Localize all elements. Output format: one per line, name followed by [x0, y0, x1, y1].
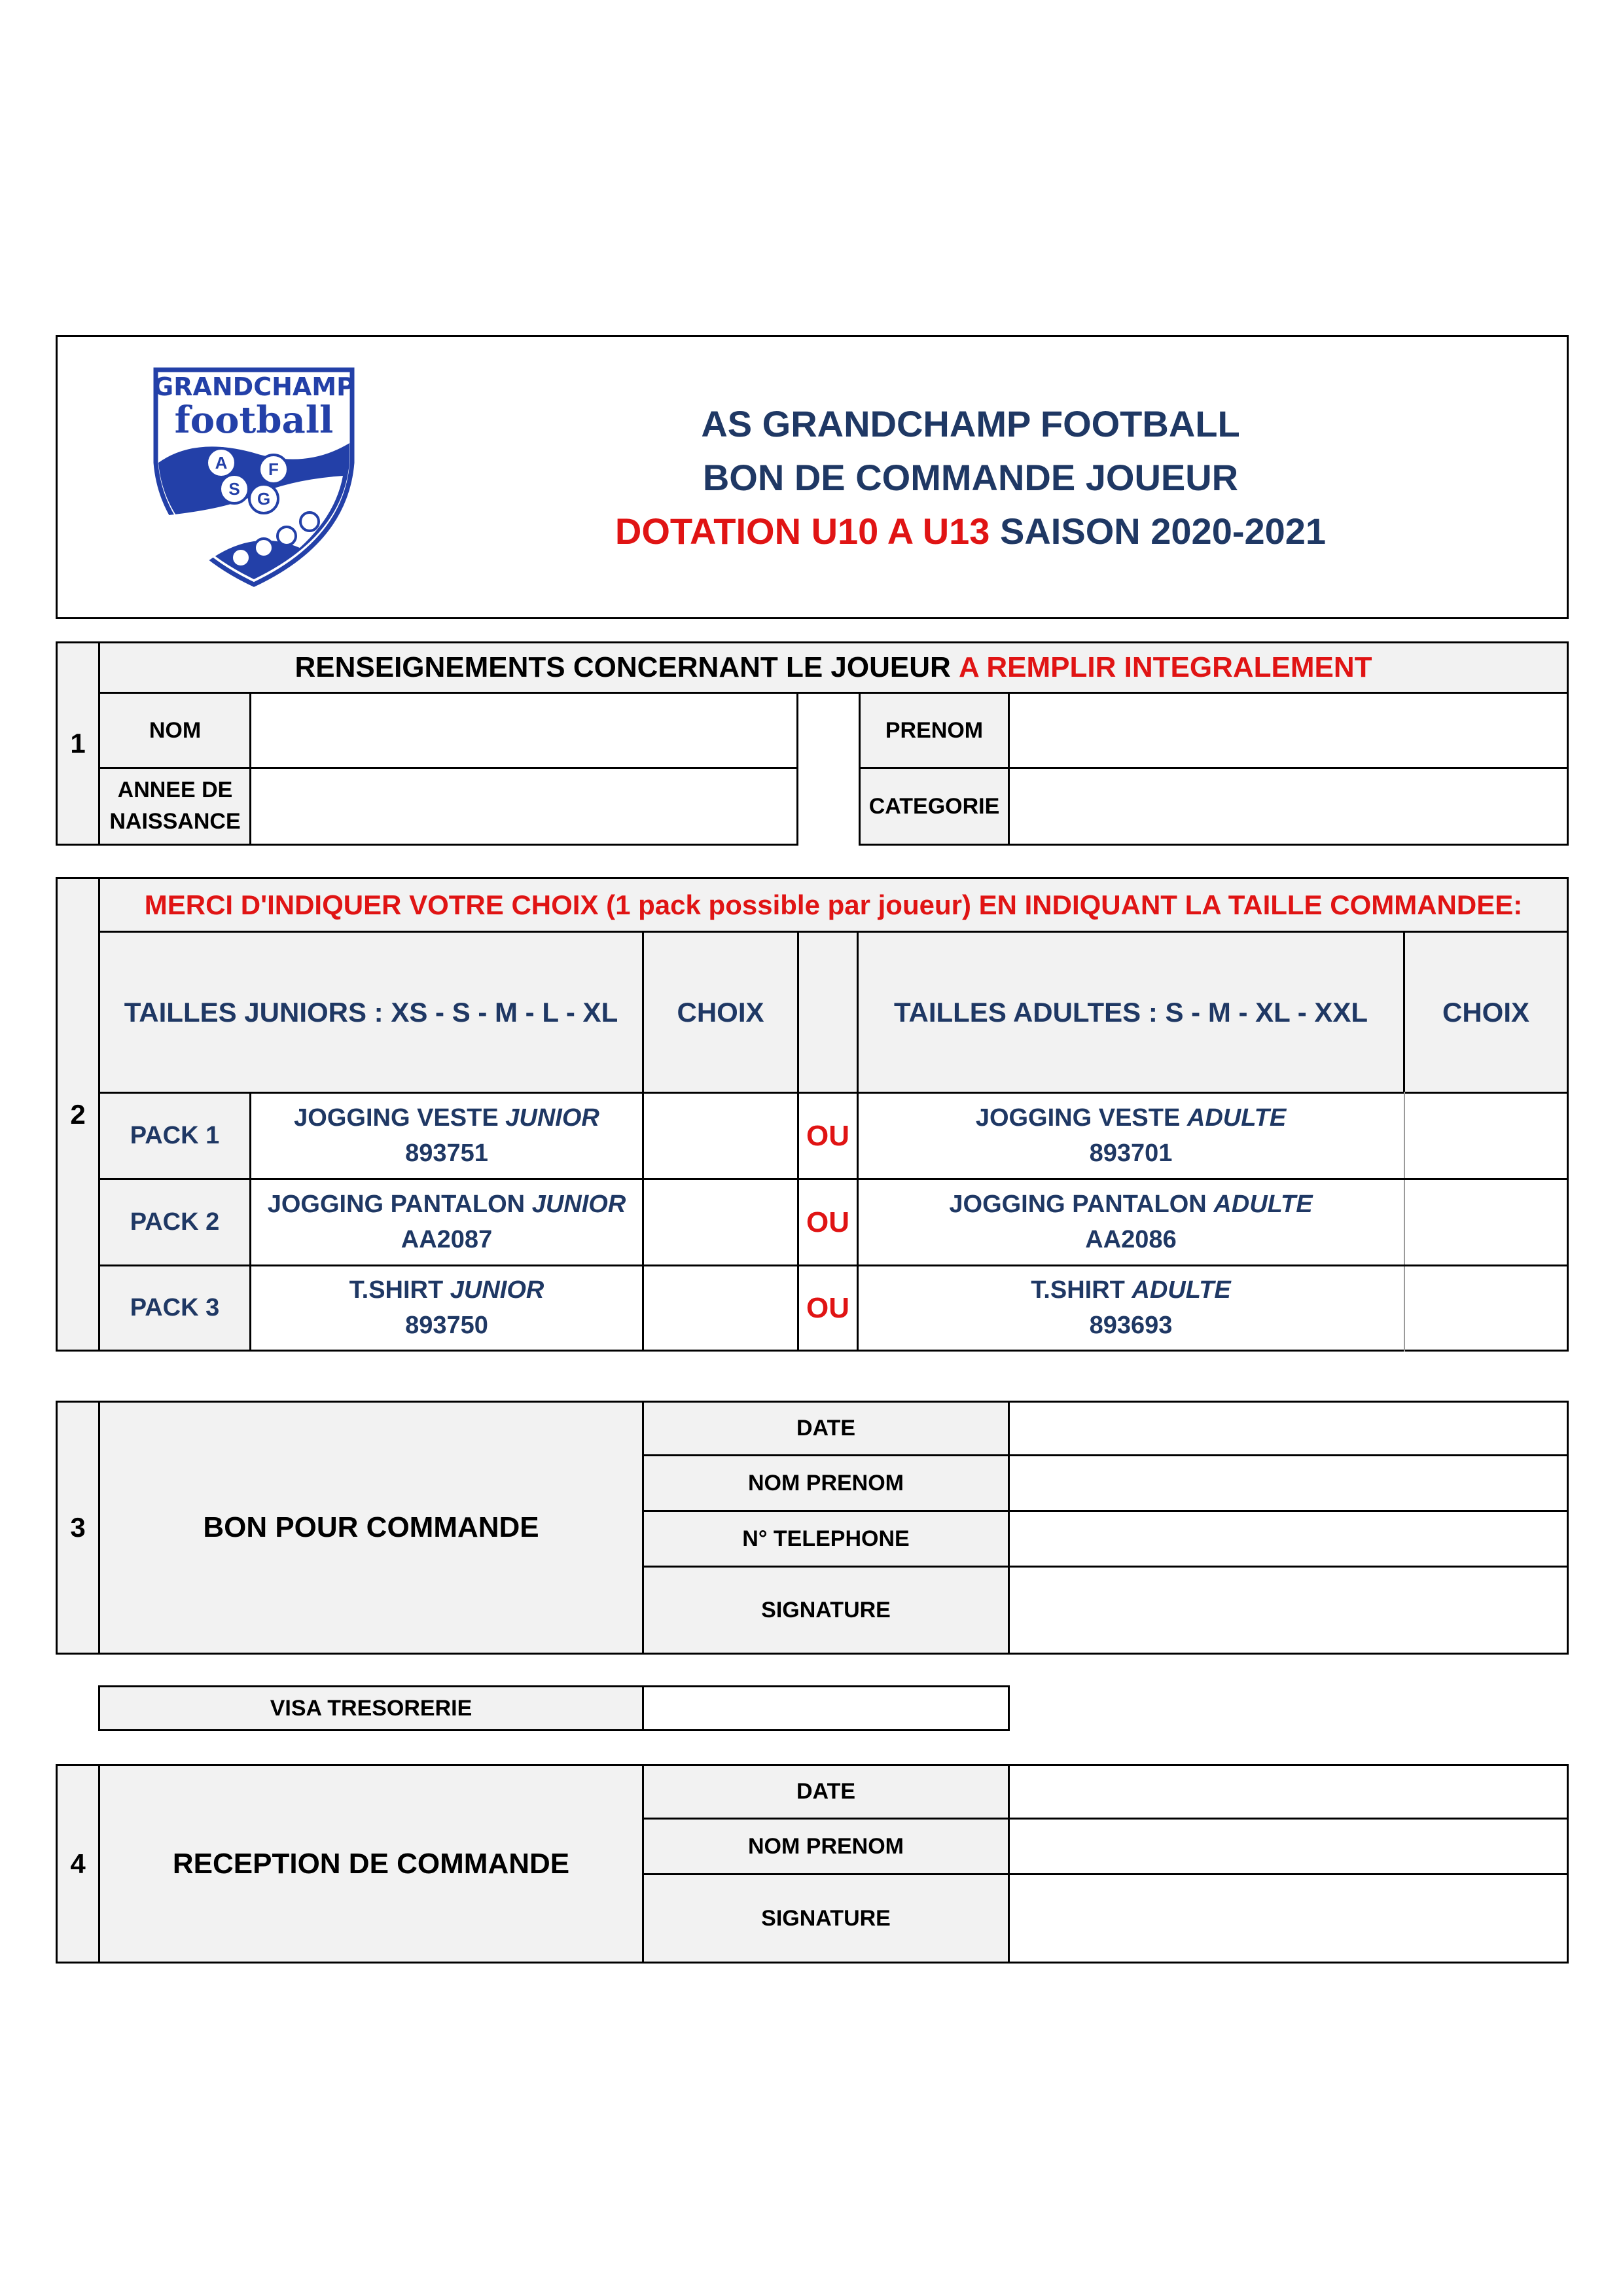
- ou-label: OU: [806, 1291, 849, 1324]
- choix-junior-field[interactable]: [644, 1094, 797, 1178]
- date-field[interactable]: [1010, 1766, 1567, 1818]
- item-name: JOGGING VESTE: [975, 1104, 1181, 1132]
- section-2-title: MERCI D'INDIQUER VOTRE CHOIX (1 pack possible par joueur) EN INDIQUANT LA TAILLE COMMANDEE:: [100, 879, 1567, 931]
- logo-letter: G: [257, 489, 271, 509]
- season-text: SAISON 2020-2021: [1000, 511, 1327, 552]
- form-title: BON DE COMMANDE JOUEUR: [702, 457, 1239, 498]
- section-2-box: [98, 877, 1569, 1352]
- prenom-label: PRENOM: [861, 694, 1008, 767]
- annee-label: [100, 769, 250, 844]
- telephone-field[interactable]: [1010, 1512, 1567, 1566]
- header-titles: [437, 397, 1504, 558]
- signature-field[interactable]: [1010, 1875, 1567, 1962]
- logo-text-mid: football: [174, 399, 334, 442]
- pack-adult-item: [859, 1094, 1403, 1178]
- choix-junior-field[interactable]: [644, 1266, 797, 1350]
- logo-letter: A: [215, 453, 228, 473]
- date-label: DATE: [644, 1403, 1008, 1454]
- pack-junior-item: [251, 1180, 642, 1265]
- item-ref: 893751: [405, 1139, 488, 1167]
- section-4-title: RECEPTION DE COMMANDE: [100, 1766, 642, 1962]
- title-red-text: A REMPLIR INTEGRALEMENT: [959, 651, 1372, 683]
- item-tag: JUNIOR: [505, 1104, 599, 1132]
- item-tag: JUNIOR: [450, 1276, 544, 1304]
- categorie-field[interactable]: [1010, 769, 1567, 844]
- section-4-box: [98, 1764, 1569, 1964]
- juniors-header: TAILLES JUNIORS : XS - S - M - L - XL: [100, 933, 642, 1092]
- season-line: [437, 505, 1504, 558]
- date-label: DATE: [644, 1766, 1008, 1818]
- logo-letter: F: [268, 459, 279, 479]
- logo-letter: S: [228, 479, 240, 499]
- pack-junior-item: [251, 1094, 642, 1178]
- pack-adult-item: [859, 1266, 1403, 1350]
- date-field[interactable]: [1010, 1403, 1567, 1454]
- nom-prenom-field[interactable]: [1010, 1456, 1567, 1510]
- header-box: [56, 335, 1569, 619]
- nom-prenom-label: NOM PRENOM: [644, 1820, 1008, 1873]
- item-ref: AA2086: [1085, 1225, 1177, 1253]
- item-name: JOGGING PANTALON: [949, 1191, 1207, 1219]
- item-ref: 893750: [405, 1311, 488, 1339]
- item-name: T.SHIRT: [1031, 1276, 1125, 1304]
- nom-label: NOM: [100, 694, 250, 767]
- item-name: JOGGING PANTALON: [267, 1191, 526, 1219]
- item-tag: ADULTE: [1132, 1276, 1231, 1304]
- visa-field[interactable]: [644, 1687, 1008, 1729]
- item-ref: 893693: [1089, 1311, 1173, 1339]
- section-3-box: [98, 1401, 1569, 1655]
- signature-label: SIGNATURE: [644, 1568, 1008, 1653]
- section-number: 2: [56, 877, 100, 1352]
- section-3-title: BON POUR COMMANDE: [100, 1403, 642, 1653]
- item-ref: 893701: [1089, 1139, 1173, 1167]
- visa-label: VISA TRESORERIE: [100, 1687, 642, 1729]
- logo-text-top: GRANDCHAMP: [153, 372, 355, 401]
- adultes-header: TAILLES ADULTES : S - M - XL - XXL: [859, 933, 1403, 1092]
- nom-prenom-field[interactable]: [1010, 1820, 1567, 1873]
- club-name: AS GRANDCHAMP FOOTBALL: [701, 403, 1240, 444]
- choix-adult-field[interactable]: [1405, 1094, 1567, 1178]
- signature-label: SIGNATURE: [644, 1875, 1008, 1962]
- section-number: 4: [56, 1764, 100, 1964]
- prenom-field[interactable]: [1010, 694, 1567, 767]
- left-info-block: [98, 692, 798, 846]
- pack-label: PACK 1: [100, 1094, 249, 1178]
- title-text: RENSEIGNEMENTS CONCERNANT LE JOUEUR: [294, 651, 951, 683]
- item-ref: AA2087: [401, 1225, 493, 1253]
- nom-field[interactable]: [251, 694, 796, 767]
- choix-adult-field[interactable]: [1405, 1266, 1567, 1350]
- annee-line1: ANNEE DE: [117, 778, 233, 803]
- categorie-label: CATEGORIE: [861, 769, 1008, 844]
- section-number: 3: [56, 1401, 100, 1655]
- item-name: JOGGING VESTE: [294, 1104, 499, 1132]
- right-info-block: [859, 692, 1569, 846]
- pack-junior-item: [251, 1266, 642, 1350]
- annee-line2: NAISSANCE: [109, 809, 241, 834]
- pack-label: PACK 2: [100, 1180, 249, 1265]
- section-1-title: [98, 641, 1569, 694]
- pack-label: PACK 3: [100, 1266, 249, 1350]
- choix-header-junior: CHOIX: [644, 933, 797, 1092]
- item-name: T.SHIRT: [349, 1276, 444, 1304]
- choix-header-adult: CHOIX: [1405, 933, 1567, 1092]
- telephone-label: N° TELEPHONE: [644, 1512, 1008, 1566]
- ou-label: OU: [806, 1206, 849, 1238]
- club-logo: [149, 365, 359, 587]
- pack-adult-item: [859, 1180, 1403, 1265]
- item-tag: ADULTE: [1186, 1104, 1287, 1132]
- signature-field[interactable]: [1010, 1568, 1567, 1653]
- annee-field[interactable]: [251, 769, 796, 844]
- choix-junior-field[interactable]: [644, 1180, 797, 1265]
- section-number: 1: [56, 641, 100, 846]
- choix-adult-field[interactable]: [1405, 1180, 1567, 1265]
- item-tag: JUNIOR: [531, 1191, 626, 1219]
- ou-label: OU: [806, 1119, 849, 1152]
- dotation-text: DOTATION U10 A U13: [615, 511, 990, 552]
- item-tag: ADULTE: [1213, 1191, 1313, 1219]
- spacer-cell: [799, 933, 857, 1092]
- nom-prenom-label: NOM PRENOM: [644, 1456, 1008, 1510]
